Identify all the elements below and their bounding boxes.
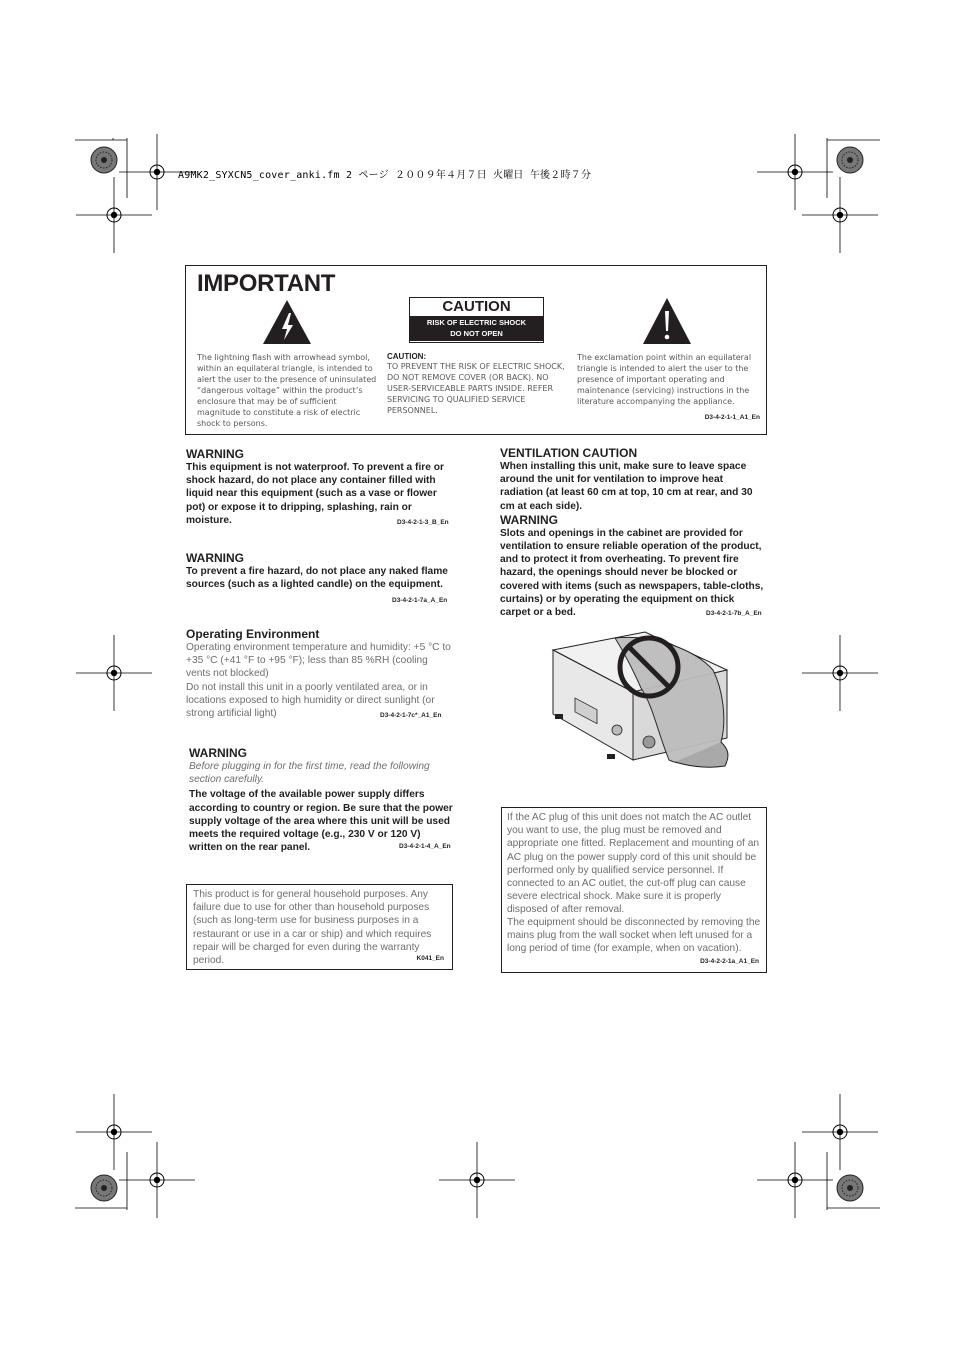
registration-mark-icon [91, 1175, 117, 1201]
reference-code: D3-4-2-1-4_A_En [399, 843, 451, 850]
ac-plug-text: If the AC plug of this unit does not match the AC outlet you want to use, the plug must be removed and appropriate one fitted. Replacement and mounting of an AC plug on the power supply cord of this unit should be performed only by qualified service personnel. If connected to an AC outlet, the cut-off plug can cause severe electrical shock. Make sure it is properly disposed of after removal. [507, 812, 760, 916]
caution-description-text: TO PREVENT THE RISK OF ELECTRIC SHOCK, DO NOT REMOVE COVER (OR BACK). NO USER-SERVICEABLE PARTS INSIDE. REFER SERVICING TO QUALIFIED SERVICE PERSONNEL. [387, 362, 565, 415]
registration-mark-icon [802, 635, 878, 711]
registration-mark-icon [91, 147, 117, 173]
exclamation-warning-icon [642, 297, 692, 345]
registration-mark-icon [76, 635, 152, 711]
reference-code: D3-4-2-1-7a_A_En [392, 597, 448, 604]
caution-sub-line1: RISK OF ELECTRIC SHOCK [426, 318, 527, 327]
operating-text: Do not install this unit in a poorly ventilated area, or in locations exposed to high humidity or direct sunlight (or strong artificial light) [186, 681, 435, 720]
warning-text: The voltage of the available power supply differs according to country or region. Be sure that the power supply voltage of the area where this unit will be used meets the required voltage (e.g., 230 V or 120 V) written on the rear panel. [189, 789, 453, 854]
important-box [185, 265, 767, 435]
caution-sub-line2: DO NOT OPEN [450, 329, 503, 338]
ventilation-heading: VENTILATION CAUTION [500, 446, 638, 460]
caution-description-title: CAUTION: [387, 352, 427, 361]
warning-text: To prevent a fire hazard, do not place any naked flame sources (such as a lighted candle) on the equipment. [186, 566, 448, 591]
registration-mark-icon [76, 1094, 152, 1170]
household-notice-box [186, 884, 453, 970]
warning-text: Slots and openings in the cabinet are provided for ventilation to ensure reliable operation of the product, and to protect it from overheating. To prevent fire hazard, the openings should never be blocked or covered with items (such as newspapers, table-cloths, curtains) or by operating the equipment on thick carpet or a bed. [500, 527, 764, 619]
caution-label: CAUTION [442, 298, 511, 315]
ac-plug-text: The equipment should be disconnected by removing the mains plug from the wall socket when left unused for a long period of time (for example, when on vacation). [507, 917, 761, 955]
ac-plug-notice-box [501, 807, 767, 973]
warning-text: This equipment is not waterproof. To prevent a fire or shock hazard, do not place any container filled with liquid near this equipment (such as a vase or flower pot) or expose it to dripping, splashing, rain or moisture. [186, 462, 444, 526]
caution-sublabel [410, 316, 543, 341]
registration-mark-icon [802, 177, 878, 253]
registration-mark-icon [439, 1142, 515, 1218]
household-text: This product is for general household purposes. Any failure due to use for other than household purposes (such as long-term use for business purposes in a restaurant or use in a car or ship) and which requires repair will be charged for even during the warranty period. [193, 889, 432, 967]
operating-environment [186, 627, 452, 720]
registration-mark-icon [837, 1175, 863, 1201]
ventilation-text: When installing this unit, make sure to leave space around the unit for ventilation to improve heat radiation (at least 60 cm at top, 10 cm at rear, and 30 cm at each side). [500, 461, 753, 512]
registration-mark-icon [837, 147, 863, 173]
exclamation-description: The exclamation point within an equilateral triangle is intended to alert the user to the presence of important operating and maintenance (servicing) instructions in the literature accompanying the appliance. [577, 353, 752, 406]
reference-code: D3-4-2-1-3_B_En [397, 519, 449, 526]
registration-mark-icon [76, 177, 152, 253]
reference-code: D3-4-2-1-7c*_A1_En [380, 712, 442, 719]
lightning-description: The lightning flash with arrowhead symbol, within an equilateral triangle, is intended to alert the user to the presence of uninsulated “dangerous voltage” within the product’s enclosure that may be of sufficient magnitude to constitute a risk of electric shock to persons. [197, 353, 377, 428]
warning-waterproof [186, 447, 452, 527]
warning-heading: WARNING [186, 551, 244, 565]
warning-heading: WARNING [186, 447, 244, 461]
reference-code: D3-4-2-1-1_A1_En [704, 414, 760, 421]
warning-italic-note: Before plugging in for the first time, read the following section carefully. [189, 761, 430, 786]
reference-code: D3-4-2-1-7b_A_En [706, 610, 762, 617]
warning-heading: WARNING [500, 512, 558, 527]
operating-heading: Operating Environment [186, 627, 320, 641]
lightning-warning-icon [262, 299, 312, 345]
warning-heading: WARNING [189, 746, 247, 760]
registration-mark-icon [119, 1142, 195, 1218]
caution-description [387, 352, 565, 416]
file-header-line: A9MK2_SYXCN5_cover_anki.fm 2 ページ ２００９年４月７日 火曜日 午後２時７分 [178, 170, 592, 181]
registration-mark-icon [802, 1094, 878, 1170]
important-title: IMPORTANT [197, 270, 336, 297]
warning-voltage [189, 746, 455, 854]
reference-code: K041_En [416, 955, 444, 962]
reference-code: D3-4-2-2-1a_A1_En [700, 958, 759, 965]
covered-unit-illustration [545, 630, 735, 772]
warning-fire [186, 551, 452, 591]
registration-mark-icon [757, 134, 833, 210]
ventilation-caution [500, 446, 766, 619]
operating-text: Operating environment temperature and humidity: +5 °C to +35 °C (+41 °F to +95 °F); less than 85 %RH (cooling vents not blocked) [186, 642, 451, 680]
caution-label-box [409, 297, 544, 343]
registration-mark-icon [757, 1142, 833, 1218]
